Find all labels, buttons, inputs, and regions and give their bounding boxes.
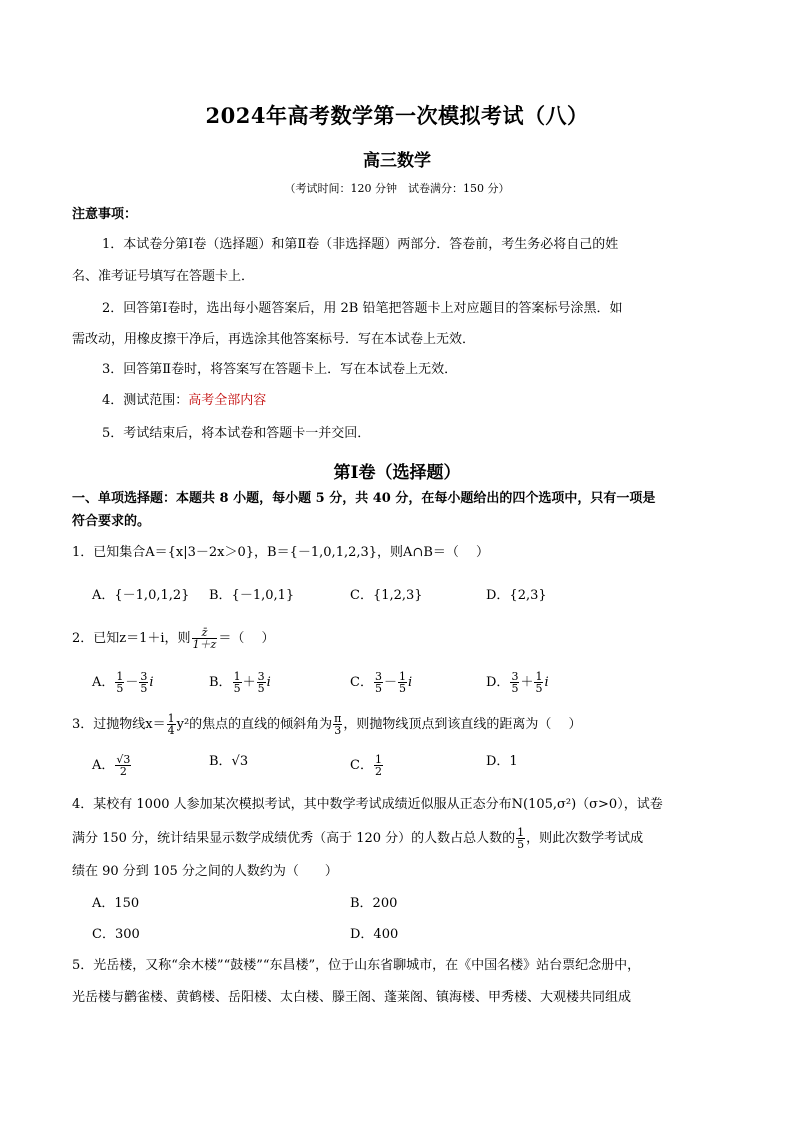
q3-option-b: B．√3 bbox=[209, 754, 249, 769]
denominator: 5 bbox=[511, 682, 519, 695]
numerator: 1 bbox=[116, 670, 124, 683]
imaginary-unit: i bbox=[149, 675, 154, 690]
fraction bbox=[510, 671, 519, 694]
q4-line-2-text: 满分 150 分，统计结果显示数学成绩优秀（高于 120 分）的人数占总人数的 bbox=[72, 831, 516, 846]
note-4 bbox=[102, 393, 752, 409]
denominator: 5 bbox=[140, 682, 148, 695]
exam-subtitle: 高三数学 bbox=[363, 151, 431, 171]
q3-stem-text: 3．过抛物线x＝ bbox=[72, 717, 166, 732]
option-label: A． bbox=[92, 675, 115, 690]
numerator: π bbox=[334, 712, 342, 725]
option-label: C． bbox=[350, 675, 373, 690]
operator: － bbox=[383, 675, 397, 690]
q4-option-d: D．400 bbox=[350, 927, 399, 942]
q1-option-b: B．{－1,0,1} bbox=[209, 588, 295, 603]
fraction bbox=[516, 827, 525, 850]
fraction bbox=[374, 754, 383, 777]
note-5: 5．考试结束后，将本试卷和答题卡一并交回． bbox=[102, 426, 371, 441]
numerator: √3 bbox=[116, 753, 131, 766]
fraction bbox=[115, 671, 124, 694]
fraction bbox=[398, 671, 407, 694]
q2-stem-tail: ＝（ ） bbox=[218, 631, 275, 646]
q4-line-3: 绩在 90 分到 105 分之间的人数约为（ ） bbox=[72, 864, 338, 879]
q2-numerator: z̄ bbox=[192, 627, 218, 639]
q4-line-1: 4．某校有 1000 人参加某次模拟考试，其中数学考试成绩近似服从正态分布N(105,σ²)（σ>0），试卷 bbox=[72, 797, 663, 812]
q1-option-a: A．{－1,0,1,2} bbox=[92, 588, 190, 603]
q4-option-b: B．200 bbox=[350, 896, 398, 911]
note-4-scope: 高考全部内容 bbox=[188, 393, 267, 408]
notes-heading: 注意事项： bbox=[72, 207, 138, 222]
option-label: D． bbox=[486, 675, 510, 690]
imaginary-unit: i bbox=[266, 675, 271, 690]
denominator: 5 bbox=[374, 682, 382, 695]
q1-stem: 1．已知集合A＝{x|3－2x＞0}，B＝{－1,0,1,2,3}，则A∩B＝（ ） bbox=[72, 545, 490, 560]
imaginary-unit: i bbox=[544, 675, 549, 690]
denominator: 5 bbox=[116, 682, 124, 695]
q5-line-1: 5．光岳楼，又称“余木楼”“鼓楼”“东昌楼”，位于山东省聊城市，在《中国名楼》站台票纪念册中， bbox=[72, 958, 641, 973]
section-instruction-a: 一、单项选择题：本题共 8 小题，每小题 5 分，共 40 分，在每小题给出的四个选项中，只有一项是 bbox=[72, 491, 656, 506]
q2-option-d bbox=[486, 671, 549, 694]
fraction bbox=[534, 671, 543, 694]
operator: ＋ bbox=[242, 675, 256, 690]
q1-option-c: C．{1,2,3} bbox=[350, 588, 423, 603]
exam-title: 2024年高考数学第一次模拟考试（八） bbox=[205, 103, 589, 128]
q4-option-c: C．300 bbox=[92, 927, 140, 942]
option-label: A． bbox=[92, 758, 115, 773]
denominator: 5 bbox=[517, 838, 525, 851]
numerator: 1 bbox=[167, 712, 175, 725]
q2-option-c bbox=[350, 671, 412, 694]
note-2b: 需改动，用橡皮擦干净后，再选涂其他答案标号．写在本试卷上无效． bbox=[72, 332, 476, 347]
fraction bbox=[233, 671, 242, 694]
numerator: 1 bbox=[374, 753, 382, 766]
q2-denominator: 1＋z bbox=[192, 638, 217, 651]
q3-stem bbox=[72, 713, 722, 736]
q3-option-a bbox=[92, 754, 132, 777]
q2-stem bbox=[72, 627, 722, 650]
numerator: 1 bbox=[398, 670, 406, 683]
fraction bbox=[139, 671, 148, 694]
fraction bbox=[115, 754, 131, 777]
q3-stem-mid: y²的焦点的直线的倾斜角为 bbox=[176, 717, 333, 732]
note-4-prefix: 4．测试范围： bbox=[102, 393, 189, 408]
exam-info: （考试时间：120 分钟 试卷满分：150 分） bbox=[284, 182, 510, 195]
q1-option-d: D．{2,3} bbox=[486, 588, 547, 603]
denominator: 5 bbox=[257, 682, 265, 695]
option-label: C． bbox=[350, 758, 373, 773]
denominator: 5 bbox=[535, 682, 543, 695]
numerator: 3 bbox=[140, 670, 148, 683]
denominator: 3 bbox=[334, 724, 342, 737]
q5-line-2: 光岳楼与鹳雀楼、黄鹤楼、岳阳楼、太白楼、滕王阁、蓬莱阁、镇海楼、甲秀楼、大观楼共同组成 bbox=[72, 990, 632, 1005]
q4-line-2 bbox=[72, 827, 722, 850]
q4-line-2-tail: ，则此次数学考试成 bbox=[526, 831, 644, 846]
q2-option-a bbox=[92, 671, 154, 694]
q3-option-d: D．1 bbox=[486, 754, 518, 769]
q4-option-a: A．150 bbox=[92, 896, 140, 911]
fraction bbox=[257, 671, 266, 694]
numerator: 1 bbox=[517, 826, 525, 839]
section-title: 第Ⅰ卷（选择题） bbox=[333, 463, 461, 483]
fraction bbox=[333, 713, 342, 736]
denominator: 5 bbox=[398, 682, 406, 695]
q2-stem-text: 2．已知z＝1＋i，则 bbox=[72, 631, 191, 646]
q2-option-b bbox=[209, 671, 271, 694]
q2-stem-fraction bbox=[192, 627, 218, 650]
imaginary-unit: i bbox=[407, 675, 413, 690]
numerator: 1 bbox=[233, 670, 241, 683]
denominator: 2 bbox=[119, 765, 127, 778]
denominator: 5 bbox=[233, 682, 241, 695]
numerator: 1 bbox=[535, 670, 543, 683]
fraction bbox=[167, 713, 176, 736]
operator: － bbox=[125, 675, 139, 690]
q3-option-c bbox=[350, 754, 384, 777]
denominator: 4 bbox=[167, 724, 175, 737]
section-instruction-b: 符合要求的。 bbox=[72, 514, 151, 529]
numerator: 3 bbox=[374, 670, 382, 683]
note-1b: 名、准考证号填写在答题卡上． bbox=[72, 269, 255, 284]
q3-stem-tail: ，则抛物线顶点到该直线的距离为（ ） bbox=[343, 717, 582, 732]
option-label: B． bbox=[209, 675, 232, 690]
numerator: 3 bbox=[511, 670, 519, 683]
numerator: 3 bbox=[257, 670, 265, 683]
note-3: 3．回答第Ⅱ卷时，将答案写在答题卡上．写在本试卷上无效． bbox=[102, 362, 458, 377]
note-1a: 1．本试卷分第Ⅰ卷（选择题）和第Ⅱ卷（非选择题）两部分．答卷前，考生务必将自己的姓 bbox=[102, 237, 619, 252]
denominator: 2 bbox=[374, 765, 382, 778]
note-2a: 2．回答第Ⅰ卷时，选出每小题答案后，用 2B 铅笔把答题卡上对应题目的答案标号涂黑．如 bbox=[102, 301, 623, 316]
operator: ＋ bbox=[520, 675, 534, 690]
fraction bbox=[374, 671, 383, 694]
